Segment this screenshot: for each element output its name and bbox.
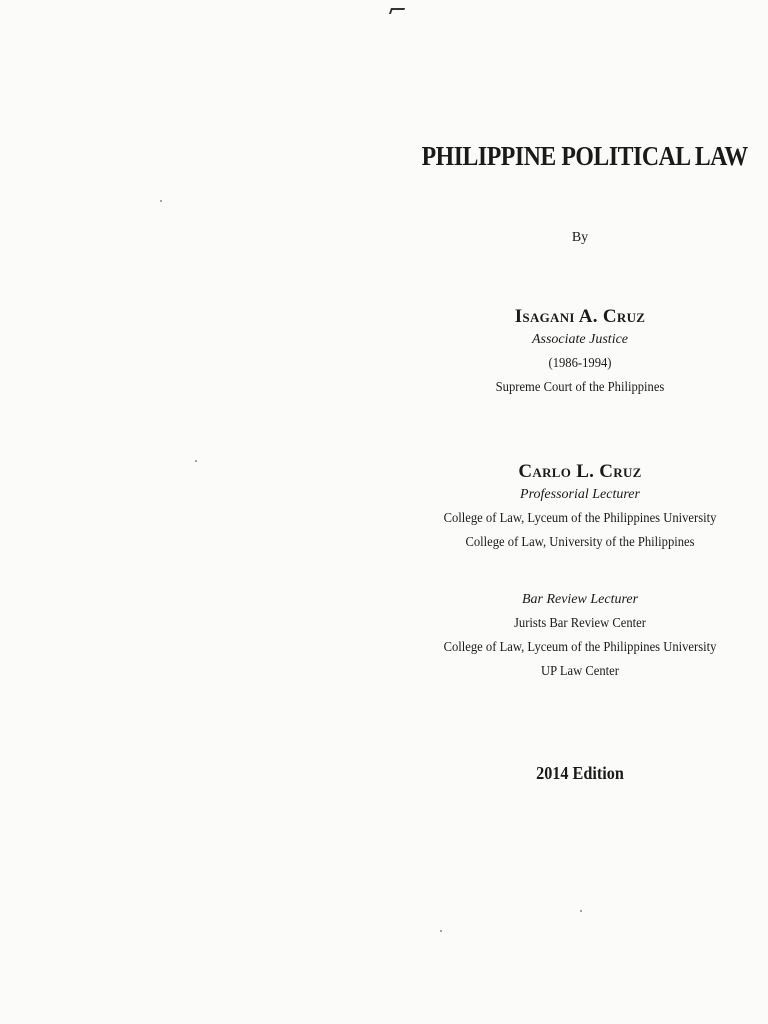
author-detail: Supreme Court of the Philippines (495, 380, 665, 395)
scan-speck (195, 460, 197, 462)
author-block-2 (400, 461, 760, 555)
scan-speck (580, 910, 582, 912)
edition-label: 2014 Edition (536, 763, 624, 783)
scan-speck (440, 930, 442, 932)
author-role: Associate Justice (531, 332, 629, 347)
author-name: Carlo L. Cruz (518, 461, 642, 482)
author-detail: College of Law, Lyceum of the Philippines University (443, 511, 717, 526)
author-detail: College of Law, University of the Philippines (465, 535, 695, 550)
bar-review-role: Bar Review Lecturer (521, 592, 639, 607)
author-name: Isagani A. Cruz (514, 306, 646, 327)
author-detail: (1986-1994) (548, 356, 612, 371)
bar-review-detail: UP Law Center (541, 664, 619, 679)
book-title: PHILIPPINE POLITICAL LAW (421, 141, 748, 171)
bar-review-block (400, 588, 760, 684)
author-role: Professorial Lecturer (520, 487, 640, 502)
scan-artifact-mark (389, 8, 405, 14)
author-block-1 (400, 306, 760, 400)
bar-review-detail: Jurists Bar Review Center (514, 616, 646, 631)
by-line: By (571, 230, 589, 245)
bar-review-detail: College of Law, Lyceum of the Philippines University (443, 640, 717, 655)
scan-speck (160, 200, 162, 202)
